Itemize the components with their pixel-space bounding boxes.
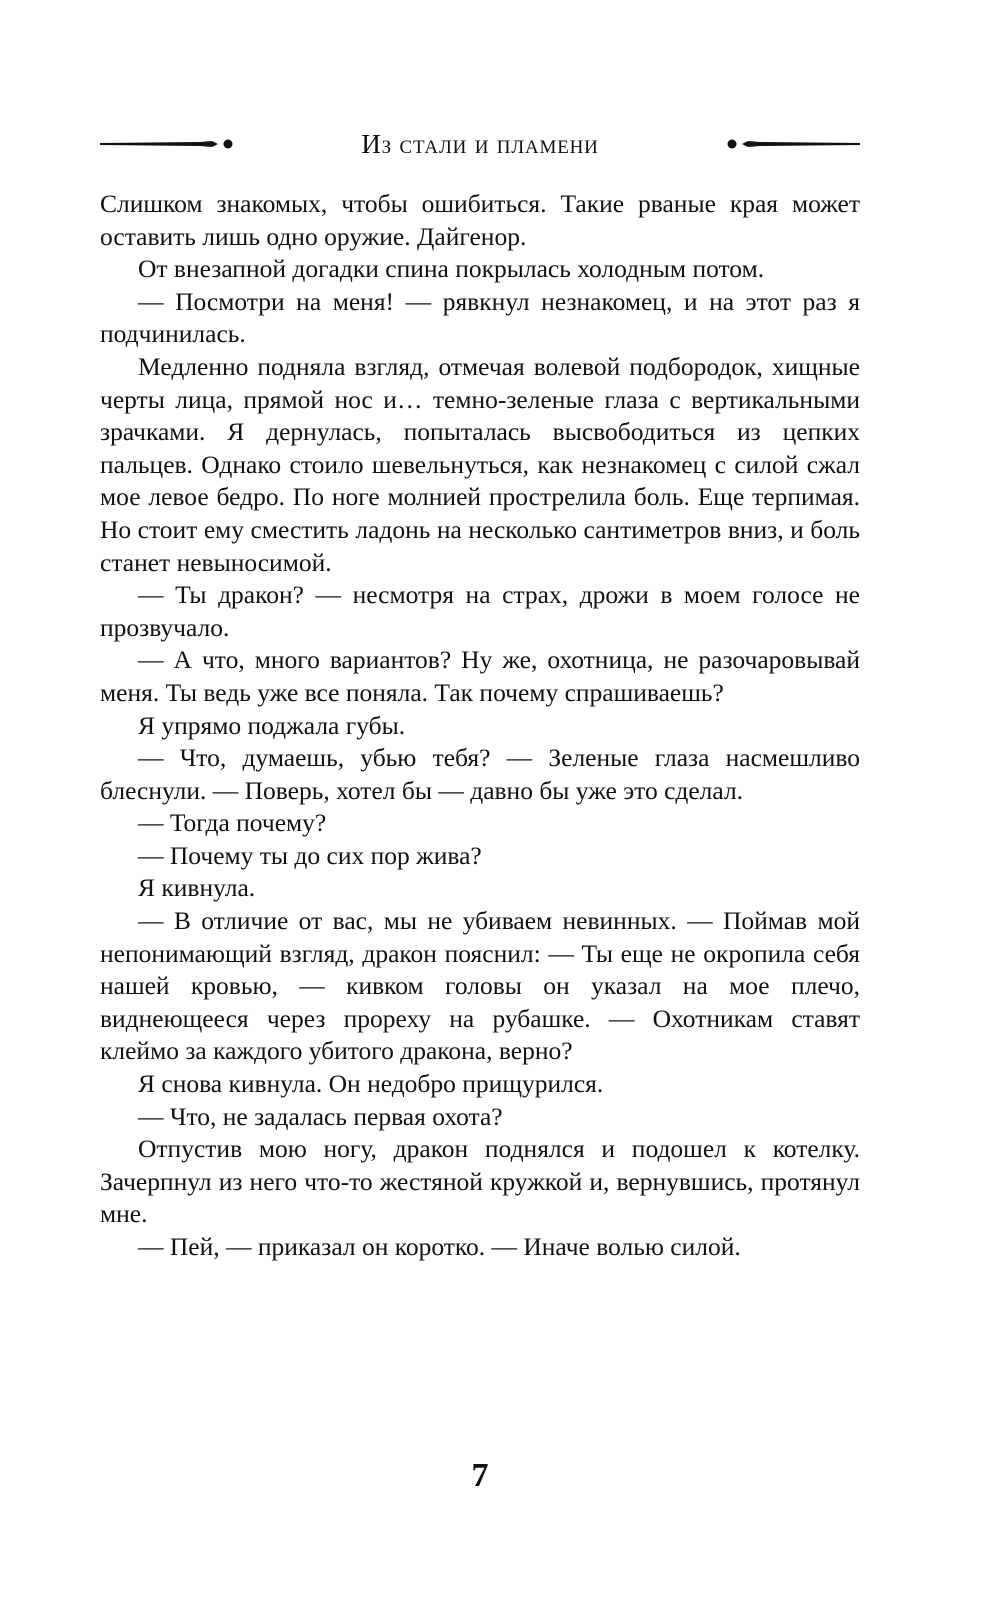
paragraph: — Что, думаешь, убью тебя? — Зеленые глаза насмешливо блеснули. — Поверь, хотел бы — давно бы уже это сделал. (100, 743, 860, 805)
paragraph: — Тогда почему? (138, 808, 327, 838)
paragraph: — А что, много вариантов? Ну же, охотница, не разочаровывай меня. Ты ведь уже все поняла. Так почему спрашиваешь? (100, 645, 860, 707)
paragraph: — Пей, — приказал он коротко. — Иначе волью силой. (138, 1232, 741, 1261)
paragraph: — В отличие от вас, мы не убиваем невинных. — Поймав мой непонимающий взгляд, дракон пояснил: — Ты еще не окропила себя нашей кровью, — кивком головы он указал на мое плечо, виднеющееся через прореху на рубашке. — Охотникам ставят клеймо за каждого убитого дракона, верно? (100, 906, 860, 1066)
paragraph: — Что, не задалась первая охота? (138, 1101, 503, 1131)
paragraph: Я кивнула. (138, 873, 256, 903)
paragraph: Медленно подняла взгляд, отмечая волевой подбородок, хищные черты лица, прямой нос и… темно-зеленые глаза с вертикальными зрачками. Я дернулась, попыталась высвободиться из цепких пальцев. Однако стоило шевельнуться, как незнакомец с силой сжал мое левое бедро. По ноге молнией прострелила боль. Еще терпимая. Но стоит ему сместить ладонь на несколько сантиметров вниз, и боль станет невыносимой. (100, 351, 860, 577)
paragraph: Я снова кивнула. Он недобро прищурился. (138, 1069, 604, 1099)
paragraph: Отпустив мою ногу, дракон поднялся и подошел к котелку. Зачерпнул из него что-то жестяной кружкой и, вернувшись, протянул мне. (100, 1134, 860, 1229)
paragraph: От внезапной догадки спина покрылась холодным потом. (138, 254, 765, 284)
running-header (100, 128, 860, 168)
header-title: Из стали и пламени (361, 129, 599, 159)
right-ornament-icon (720, 138, 860, 150)
paragraph: — Ты дракон? — несмотря на страх, дрожи в моем голосе не прозвучало. (100, 580, 860, 642)
paragraph: — Посмотри на меня! — рявкнул незнакомец, и на этот раз я подчинилась. (100, 286, 860, 349)
paragraph: — Почему ты до сих пор жива? (138, 840, 482, 870)
page-number: 7 (471, 1457, 489, 1494)
paragraph: Я упрямо поджала губы. (138, 710, 406, 740)
paragraph: Слишком знакомых, чтобы ошибиться. Такие рваные края может оставить лишь одно оружие. Дайгенор. (100, 189, 860, 251)
body-text (100, 188, 860, 1264)
